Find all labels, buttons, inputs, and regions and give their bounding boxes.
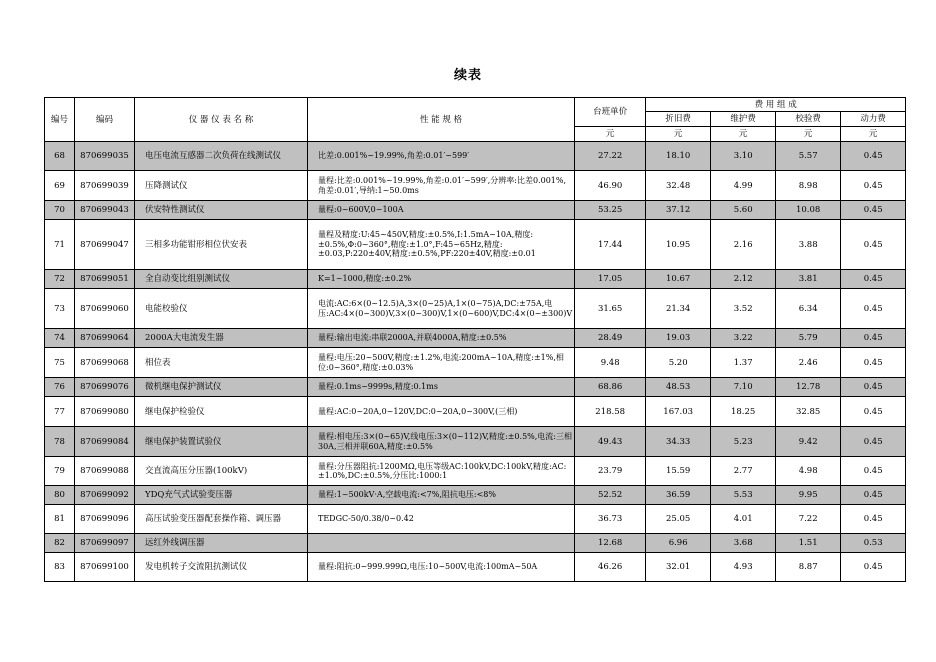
row-calibration: 10.08 xyxy=(776,201,841,220)
table-row xyxy=(45,142,906,171)
row-depreciation: 19.03 xyxy=(646,329,711,348)
row-spec: 量程:比差:0.001%~19.99%,角差:0.01′~599′,分辨率:比差0.001%,角差:0.01′,导纳:1~50.0ms xyxy=(308,171,575,201)
row-code: 870699035 xyxy=(75,142,135,171)
row-maintenance: 4.99 xyxy=(711,171,776,201)
row-name: 继电保护检验仪 xyxy=(135,397,308,427)
row-code: 870699100 xyxy=(75,553,135,582)
page-title: 续表 xyxy=(453,68,482,83)
row-number: 71 xyxy=(45,220,75,270)
row-code: 870699088 xyxy=(75,457,135,486)
row-depreciation: 21.34 xyxy=(646,289,711,329)
row-depreciation: 6.96 xyxy=(646,534,711,553)
row-code: 870699047 xyxy=(75,220,135,270)
row-power: 0.45 xyxy=(841,201,906,220)
row-power: 0.45 xyxy=(841,505,906,534)
row-unit-price: 28.49 xyxy=(575,329,646,348)
row-code: 870699080 xyxy=(75,397,135,427)
row-unit-price: 23.79 xyxy=(575,457,646,486)
table-row xyxy=(45,397,906,427)
row-depreciation: 10.95 xyxy=(646,220,711,270)
row-unit-price: 46.90 xyxy=(575,171,646,201)
header-unit: 元 xyxy=(646,127,711,142)
row-power: 0.45 xyxy=(841,171,906,201)
row-code: 870699092 xyxy=(75,486,135,505)
row-calibration: 12.78 xyxy=(776,378,841,397)
row-depreciation: 48.53 xyxy=(646,378,711,397)
header-unit: 元 xyxy=(711,127,776,142)
row-number: 82 xyxy=(45,534,75,553)
row-maintenance: 5.53 xyxy=(711,486,776,505)
row-power: 0.45 xyxy=(841,486,906,505)
header-depreciation: 折旧费 xyxy=(646,112,711,127)
table-row xyxy=(45,457,906,486)
row-name: 继电保护装置试验仪 xyxy=(135,427,308,457)
table-row xyxy=(45,505,906,534)
row-unit-price: 17.05 xyxy=(575,270,646,289)
row-spec xyxy=(308,534,575,553)
table-row xyxy=(45,270,906,289)
row-name: 发电机转子交流阻抗测试仪 xyxy=(135,553,308,582)
row-spec: 量程:AC:0~20A,0~120V,DC:0~20A,0~300V,(三相) xyxy=(308,397,575,427)
row-maintenance: 1.37 xyxy=(711,348,776,378)
row-maintenance: 18.25 xyxy=(711,397,776,427)
row-maintenance: 5.23 xyxy=(711,427,776,457)
row-maintenance: 3.68 xyxy=(711,534,776,553)
row-spec: 量程:1~500kV·A,空载电流:<7%,阻抗电压:<8% xyxy=(308,486,575,505)
header-no: 编号 xyxy=(45,98,75,142)
row-maintenance: 2.16 xyxy=(711,220,776,270)
row-maintenance: 3.10 xyxy=(711,142,776,171)
row-unit-price: 9.48 xyxy=(575,348,646,378)
row-calibration: 5.57 xyxy=(776,142,841,171)
row-name: 交直流高压分压器(100kV) xyxy=(135,457,308,486)
row-spec: 量程:0.1ms~9999s,精度:0.1ms xyxy=(308,378,575,397)
row-spec: 量程:相电压:3×(0~65)V,线电压:3×(0~112)V,精度:±0.5%,电流:三相30A,三相并联60A,精度:±0.5% xyxy=(308,427,575,457)
table-row xyxy=(45,201,906,220)
header-unit-price: 台班单价 xyxy=(575,98,646,127)
header-unit: 元 xyxy=(841,127,906,142)
row-unit-price: 36.73 xyxy=(575,505,646,534)
row-name: 三相多功能钳形相位伏安表 xyxy=(135,220,308,270)
header-calibration: 校验费 xyxy=(776,112,841,127)
row-power: 0.45 xyxy=(841,220,906,270)
row-power: 0.53 xyxy=(841,534,906,553)
row-power: 0.45 xyxy=(841,457,906,486)
table-row xyxy=(45,171,906,201)
row-depreciation: 32.48 xyxy=(646,171,711,201)
table-row xyxy=(45,378,906,397)
row-power: 0.45 xyxy=(841,553,906,582)
table-row xyxy=(45,553,906,582)
row-name: 2000A大电流发生器 xyxy=(135,329,308,348)
row-name: 全自动变比组别测试仪 xyxy=(135,270,308,289)
row-code: 870699084 xyxy=(75,427,135,457)
row-code: 870699060 xyxy=(75,289,135,329)
row-calibration: 7.22 xyxy=(776,505,841,534)
row-name: 远红外线调压器 xyxy=(135,534,308,553)
row-power: 0.45 xyxy=(841,378,906,397)
row-number: 75 xyxy=(45,348,75,378)
row-maintenance: 2.77 xyxy=(711,457,776,486)
header-power: 动力费 xyxy=(841,112,906,127)
row-spec: 量程:电压:20~500V,精度:±1.2%,电流:200mA~10A,精度:±1%,相位:0~360°,精度:±0.03% xyxy=(308,348,575,378)
row-spec: K=1~1000,精度:±0.2% xyxy=(308,270,575,289)
row-maintenance: 2.12 xyxy=(711,270,776,289)
row-number: 69 xyxy=(45,171,75,201)
row-calibration: 3.81 xyxy=(776,270,841,289)
row-name: YDQ充气式试验变压器 xyxy=(135,486,308,505)
row-name: 相位表 xyxy=(135,348,308,378)
row-calibration: 8.87 xyxy=(776,553,841,582)
header-cost-group: 费 用 组 成 xyxy=(646,98,906,112)
row-name: 高压试验变压器配套操作箱、调压器 xyxy=(135,505,308,534)
row-code: 870699064 xyxy=(75,329,135,348)
row-unit-price: 53.25 xyxy=(575,201,646,220)
row-power: 0.45 xyxy=(841,270,906,289)
row-power: 0.45 xyxy=(841,329,906,348)
row-depreciation: 167.03 xyxy=(646,397,711,427)
row-power: 0.45 xyxy=(841,397,906,427)
row-power: 0.45 xyxy=(841,348,906,378)
row-unit-price: 27.22 xyxy=(575,142,646,171)
row-unit-price: 46.26 xyxy=(575,553,646,582)
row-number: 77 xyxy=(45,397,75,427)
row-number: 79 xyxy=(45,457,75,486)
row-depreciation: 25.05 xyxy=(646,505,711,534)
row-unit-price: 218.58 xyxy=(575,397,646,427)
row-calibration: 9.95 xyxy=(776,486,841,505)
row-number: 72 xyxy=(45,270,75,289)
table-row xyxy=(45,534,906,553)
row-maintenance: 3.22 xyxy=(711,329,776,348)
row-calibration: 4.98 xyxy=(776,457,841,486)
row-calibration: 2.46 xyxy=(776,348,841,378)
row-calibration: 6.34 xyxy=(776,289,841,329)
header-code: 编码 xyxy=(75,98,135,142)
row-code: 870699043 xyxy=(75,201,135,220)
row-code: 870699076 xyxy=(75,378,135,397)
row-depreciation: 36.59 xyxy=(646,486,711,505)
row-unit-price: 12.68 xyxy=(575,534,646,553)
row-maintenance: 4.93 xyxy=(711,553,776,582)
table-row xyxy=(45,220,906,270)
row-name: 电能校验仪 xyxy=(135,289,308,329)
row-number: 83 xyxy=(45,553,75,582)
row-number: 68 xyxy=(45,142,75,171)
row-number: 78 xyxy=(45,427,75,457)
table-row xyxy=(45,427,906,457)
row-spec: 量程:0~600V,0~100A xyxy=(308,201,575,220)
row-calibration: 32.85 xyxy=(776,397,841,427)
row-unit-price: 31.65 xyxy=(575,289,646,329)
row-unit-price: 68.86 xyxy=(575,378,646,397)
table-row xyxy=(45,486,906,505)
row-number: 74 xyxy=(45,329,75,348)
row-depreciation: 10.67 xyxy=(646,270,711,289)
header-unit: 元 xyxy=(776,127,841,142)
row-maintenance: 7.10 xyxy=(711,378,776,397)
row-spec: 量程:输出电流:串联2000A,并联4000A,精度:±0.5% xyxy=(308,329,575,348)
row-unit-price: 17.44 xyxy=(575,220,646,270)
row-name: 伏安特性测试仪 xyxy=(135,201,308,220)
row-number: 76 xyxy=(45,378,75,397)
row-unit-price: 52.52 xyxy=(575,486,646,505)
row-code: 870699039 xyxy=(75,171,135,201)
row-name: 微机继电保护测试仪 xyxy=(135,378,308,397)
row-calibration: 8.98 xyxy=(776,171,841,201)
row-spec: 量程及精度:U:45~450V,精度:±0.5%,I:1.5mA~10A,精度:±0.5%,Φ:0~360°,精度:±1.0°,F:45~65Hz,精度:±0.03,P:220±40V,精度:±0.5%,PF:220±40V,精度:±0.01 xyxy=(308,220,575,270)
row-number: 70 xyxy=(45,201,75,220)
row-number: 80 xyxy=(45,486,75,505)
row-power: 0.45 xyxy=(841,142,906,171)
row-calibration: 9.42 xyxy=(776,427,841,457)
row-depreciation: 5.20 xyxy=(646,348,711,378)
row-spec: TEDGC-50/0.38/0~0.42 xyxy=(308,505,575,534)
row-spec: 比差:0.001%~19.99%,角差:0.01′~599′ xyxy=(308,142,575,171)
equipment-cost-table xyxy=(44,97,906,582)
header-name: 仪 器 仪 表 名 称 xyxy=(135,98,308,142)
table-row xyxy=(45,329,906,348)
row-calibration: 1.51 xyxy=(776,534,841,553)
table-row xyxy=(45,348,906,378)
row-maintenance: 4.01 xyxy=(711,505,776,534)
row-number: 73 xyxy=(45,289,75,329)
row-depreciation: 15.59 xyxy=(646,457,711,486)
row-calibration: 5.79 xyxy=(776,329,841,348)
row-number: 81 xyxy=(45,505,75,534)
row-name: 电压电流互感器二次负荷在线测试仪 xyxy=(135,142,308,171)
row-depreciation: 37.12 xyxy=(646,201,711,220)
row-spec: 量程:分压器阻抗:1200MΩ,电压等级AC:100kV,DC:100kV,精度:AC:±1.0%,DC:±0.5%,分压比:1000:1 xyxy=(308,457,575,486)
row-power: 0.45 xyxy=(841,289,906,329)
row-code: 870699096 xyxy=(75,505,135,534)
row-power: 0.45 xyxy=(841,427,906,457)
row-maintenance: 5.60 xyxy=(711,201,776,220)
header-unit: 元 xyxy=(575,127,646,142)
row-depreciation: 34.33 xyxy=(646,427,711,457)
row-depreciation: 18.10 xyxy=(646,142,711,171)
row-depreciation: 32.01 xyxy=(646,553,711,582)
row-code: 870699097 xyxy=(75,534,135,553)
row-maintenance: 3.52 xyxy=(711,289,776,329)
row-spec: 电流:AC:6×(0~12.5)A,3×(0~25)A,1×(0~75)A,DC:±75A,电压:AC:4×(0~300)V,3×(0~300)V,1×(0~600)V,DC:4×(0~±300)V xyxy=(308,289,575,329)
row-code: 870699051 xyxy=(75,270,135,289)
header-spec: 性 能 规 格 xyxy=(308,98,575,142)
row-unit-price: 49.43 xyxy=(575,427,646,457)
row-code: 870699068 xyxy=(75,348,135,378)
row-calibration: 3.88 xyxy=(776,220,841,270)
row-spec: 量程:阻抗:0~999.999Ω,电压:10~500V,电流:100mA~50A xyxy=(308,553,575,582)
header-maintenance: 维护费 xyxy=(711,112,776,127)
table-row xyxy=(45,289,906,329)
row-name: 压降测试仪 xyxy=(135,171,308,201)
